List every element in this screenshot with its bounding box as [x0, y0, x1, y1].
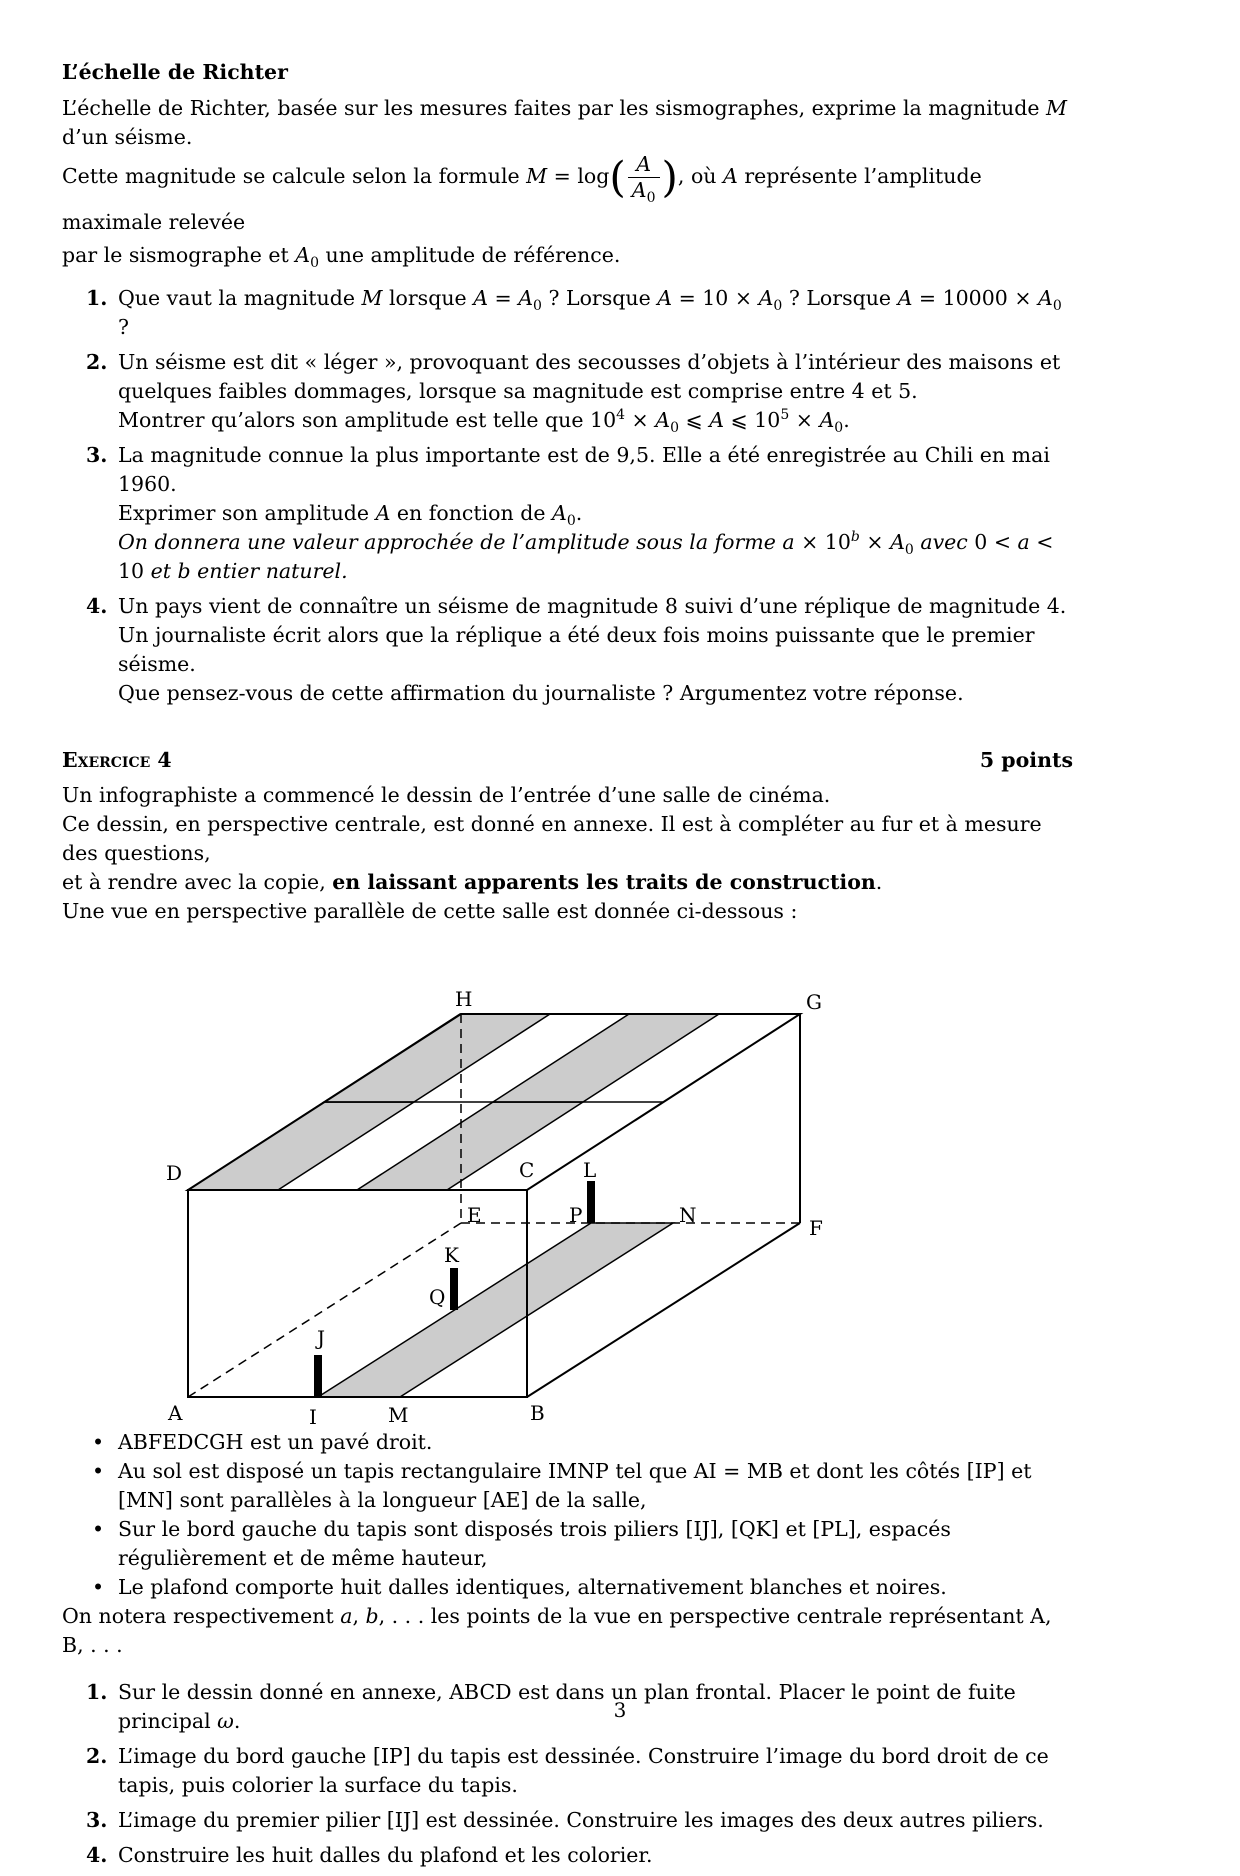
richter-intro-3: par le sismographe et $A_0$ une amplitude de référence.: [62, 243, 621, 272]
label-B: B: [530, 1401, 545, 1425]
bullet-item: • Au sol est disposé un tapis rectangulaire IMNP tel que AI = MB et dont les côtés [IP] et [MN] sont parallèles à la longueur [AE] de la salle,: [118, 1457, 1073, 1515]
carpet-IMNP: [318, 1223, 673, 1397]
ex4-note: On notera respectivement a, b, . . . les points de la vue en perspective centrale représentant A, B, . . .: [62, 1604, 1052, 1657]
label-P: P: [569, 1203, 583, 1227]
ex4-intro-4: Une vue en perspective parallèle de cette salle est donnée ci-dessous :: [62, 899, 798, 923]
richter-question-2: 2. Un séisme est dit « léger », provoquant des secousses d’objets à l’intérieur des maisons et quelques faibles dommages, lorsque sa magnitude est comprise entre 4 et 5. Montrer qu’alors son amplitude est telle que $10^4 \times A_0$ ⩽ A ⩽ $10^5 \times A_0$.: [86, 350, 1061, 437]
exercise-4-header: [62, 746, 1073, 775]
label-C: C: [519, 1158, 535, 1182]
ex4-intro-3: et à rendre avec la copie, en laissant apparents les traits de construction.: [62, 870, 883, 894]
figure-description-list: [62, 1428, 1073, 1602]
page-content: [62, 58, 1073, 1876]
label-E: E: [467, 1203, 482, 1227]
fraction-A-over-A0: $\frac{A}{A_0}$: [628, 152, 660, 203]
richter-title: L’échelle de Richter: [62, 60, 288, 84]
bullet-item: • Sur le bord gauche du tapis sont disposés trois piliers [IJ], [QK] et [PL], espacés régulièrement et de même hauteur,: [118, 1515, 1073, 1573]
richter-intro-1: L’échelle de Richter, basée sur les mesures faites par les sismographes, exprime la magnitude M d’un séisme.: [62, 96, 1067, 149]
ex4-question-4: 4. Construire les huit dalles du plafond et les colorier.: [86, 1843, 653, 1867]
richter-question-1: 1. Que vaut la magnitude M lorsque $A = A_0$ ? Lorsque $A = 10 \times A_0$ ? Lorsque $A = 10000 \times A_0$ ?: [86, 286, 1062, 339]
ex4-intro-1: Un infographiste a commencé le dessin de l’entrée d’une salle de cinéma.: [62, 783, 831, 807]
label-G: G: [806, 990, 822, 1014]
ex4-question-2: 2. L’image du bord gauche [IP] du tapis est dessinée. Construire l’image du bord droit de ce tapis, puis colorier la surface du tapis.: [86, 1744, 1049, 1797]
ex4-question-3: 3. L’image du premier pilier [IJ] est dessinée. Construire les images des deux autres piliers.: [86, 1808, 1044, 1832]
parallelepiped-diagram: [62, 952, 1073, 1442]
richter-question-4: 4. Un pays vient de connaître un séisme de magnitude 8 suivi d’une réplique de magnitude 4. Un journaliste écrit alors que la réplique a été deux fois moins puissante que le premier séisme. Que pensez-vous de cette affirmation du journaliste ? Argumentez votre réponse.: [86, 594, 1067, 705]
label-A: A: [168, 1401, 183, 1425]
richter-formula-line: Cette magnitude se calcule selon la formule M = log( $\frac{A}{A_0}$ ), où A représente l’amplitude maximale relevée: [62, 152, 982, 234]
label-D: D: [166, 1161, 183, 1185]
label-K: K: [444, 1243, 459, 1267]
ex4-intro-2: Ce dessin, en perspective centrale, est donné en annexe. Il est à compléter au fur et à mesure des questions,: [62, 812, 1042, 865]
richter-question-3: 3. La magnitude connue la plus importante est de 9,5. Elle a été enregistrée au Chili en mai 1960. Exprimer son amplitude A en fonction de $A_0$. On donnera une valeur approchée de l’amplitude sous la forme $a \times 10^b \times A_0$ avec 0 < a < 10 et b entier naturel.: [86, 443, 1054, 583]
label-J: J: [317, 1326, 326, 1350]
bullet-item: • ABFEDCGH est un pavé droit.: [118, 1428, 1073, 1457]
label-N: N: [679, 1203, 697, 1227]
label-F: F: [809, 1216, 823, 1240]
label-M: M: [388, 1403, 409, 1427]
bullet-item: • Le plafond comporte huit dalles identiques, alternativement blanches et noires.: [118, 1573, 1073, 1602]
page-number: 3: [613, 1698, 627, 1722]
richter-questions: [62, 284, 1073, 708]
label-L: L: [583, 1158, 597, 1182]
exercise-4-points: 5 points: [979, 748, 1073, 772]
ex4-question-1: 1. Sur le dessin donné en annexe, ABCD est dans un plan frontal. Placer le point de fuite principal ω.: [86, 1680, 1016, 1733]
label-Q: Q: [429, 1285, 446, 1309]
exercise-4-title: Exercice 4: [62, 748, 172, 772]
cinema-perspective-figure: [62, 952, 1073, 1432]
label-H: H: [455, 987, 473, 1011]
label-I: I: [309, 1405, 317, 1429]
